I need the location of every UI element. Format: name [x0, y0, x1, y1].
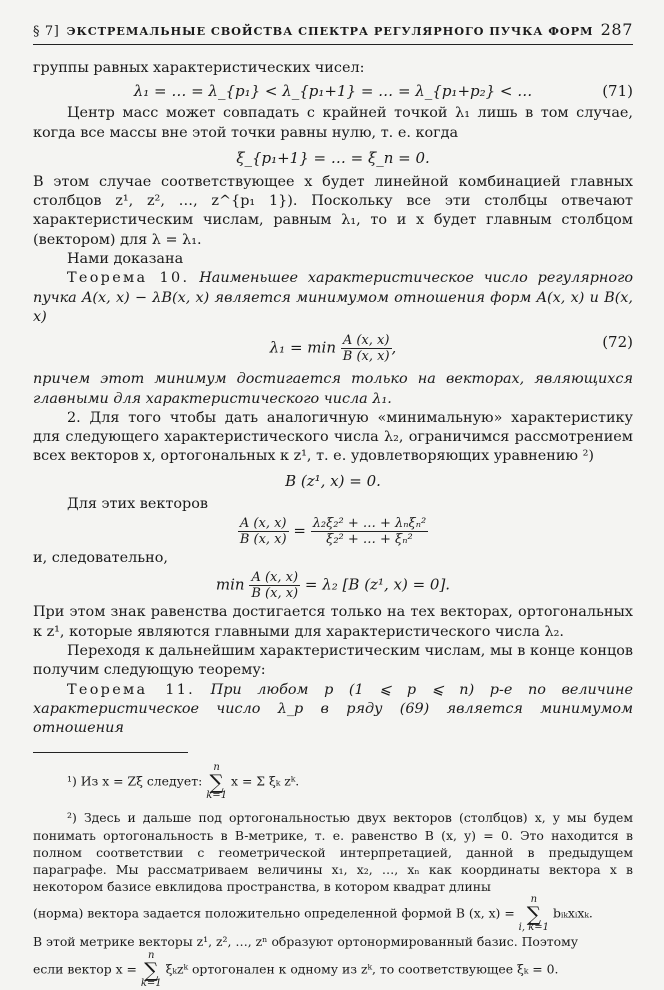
footnote-2-d-sum-bottom: k=1: [140, 977, 162, 989]
theorem-11: [33, 681, 633, 739]
equation-min-denominator: B (x, x): [251, 586, 299, 602]
equation-72-fraction: [341, 333, 392, 364]
footnote-1: [33, 763, 633, 801]
footnote-2-line-d: [33, 951, 633, 989]
equation-72: λ₁ = min $\frac{A (x, x)}{B (x, x)}$ , (72): [269, 333, 633, 365]
equation-min-numerator: A (x, x): [249, 570, 300, 586]
equation-xi: ξ_{p₁+1} = … = ξ_n = 0.: [236, 148, 430, 167]
footnote-2-b-sum-top: n: [530, 894, 538, 906]
paragraph-4: Нами доказана: [67, 251, 184, 268]
theorem-10: [33, 269, 633, 327]
ratio-lhs: [238, 516, 289, 547]
equation-72-denominator: B (x, x): [342, 349, 390, 365]
footnote-2-b-sum: n ∑ i, k=1: [518, 894, 550, 934]
paragraph-2: Центр масс может совпадать с крайней точкой λ₁ лишь в том случае, когда все массы вне этой точки равны нулю, т. е. когда: [33, 105, 633, 141]
footnote-2-b-sum-bottom: i, k=1: [518, 922, 550, 934]
paragraph-7: и, следовательно,: [33, 550, 168, 567]
ratio-rhs-denominator: ξ₂² + … + ξₙ²: [326, 532, 413, 548]
paragraph-1: группы равных характеристических чисел:: [33, 60, 365, 76]
ratio-lhs-numerator: A (x, x): [238, 516, 289, 532]
theorem-10-label: Теорема 10.: [67, 270, 190, 287]
theorem-10-text: Наименьшее характеристическое число регулярного пучка A(x, x) − λB(x, x) является минимумом отношения форм A(x, x) и B(x, x): [33, 270, 634, 325]
equation-72-left: λ₁ = min: [269, 338, 336, 357]
footnote-2-para-c: В этой метрике векторы z¹, z², …, zⁿ образуют ортонормированный базис. Поэтому: [33, 934, 579, 950]
footnote-1-text: ¹) Из x = Zξ следует:: [67, 773, 203, 789]
chapter-title: ЭКСТРЕМАЛЬНЫЕ СВОЙСТВА СПЕКТРА РЕГУЛЯРНОГО ПУЧКА ФОРМ: [66, 24, 594, 38]
footnote-2-d-sum-top: n: [148, 949, 155, 961]
theorem-11-label: Теорема 11.: [67, 681, 196, 698]
section-ref: § 7]: [33, 24, 60, 39]
footnote-2-d-post: ξₖzᵏ ортогонален к одному из zᵏ, то соответствующее ξₖ = 0.: [165, 961, 559, 977]
running-header: [33, 20, 633, 45]
book-page: [33, 20, 633, 989]
footnote-2-b-post: bᵢₖxᵢxₖ.: [552, 905, 593, 921]
footnote-1-formula: x = Σ ξₖ zᵏ.: [231, 773, 300, 789]
paragraph-3: В этом случае соответствующее x будет линейной комбинацией главных столбцов z¹, z², …, z^{p₁ 1}). Поскольку все эти столбцы отвечают характеристическим числам, равным λ₁, то и x будет главным столбцом (вектором) для λ = λ₁.: [33, 173, 633, 248]
equation-72-numerator: A (x, x): [341, 333, 392, 349]
equation-orthogonality: B (z¹, x) = 0.: [285, 471, 381, 490]
footnote-2-d-sum: n ∑ k=1: [140, 949, 162, 989]
footnote-2-d-pre: если вектор x =: [33, 961, 137, 977]
footnote-2-para-a: ²) Здесь и дальше под ортогональностью двух векторов (столбцов) x, y мы будем понимать ортогональность в B-метрике, т. е. равенство B (x, y) = 0. Это находится в полном соответствии с геометрической интерпретацией, данной в предыдущем параграфе. Мы рассматриваем величины x₁, x₂, …, xₙ как координаты вектора x в некотором базисе евклидова пространства, в котором квадрат длины: [33, 810, 633, 895]
theorem-11-text: При любом p (1 ⩽ p ⩽ n) p-е по величине характеристическое число λ_p в ряду (69) является минимумом отношения: [33, 681, 633, 737]
footnote-1-sum-top: n: [213, 762, 220, 774]
page-number: 287: [600, 20, 633, 39]
footnote-2: [33, 809, 633, 988]
footnote-rule: [33, 752, 188, 753]
equation-ratio: $\frac{A (x, x)}{B (x, x)}$ = $\frac{\text{λ₂ξ₂² + … + λₙξₙ²}}{\text{ξ₂² + … + ξₙ²}}$: [239, 516, 427, 548]
ratio-lhs-denominator: B (x, x): [239, 532, 287, 548]
equation-min-pre: min: [215, 575, 245, 594]
footnote-1-sum-bottom: k=1: [206, 790, 228, 802]
footnote-2-b-pre: (норма) вектора задается положительно определенной формой B (x, x) =: [33, 905, 515, 921]
paragraph-6: Для этих векторов: [67, 495, 209, 512]
equation-71: [33, 82, 633, 100]
ratio-rhs-numerator: λ₂ξ₂² + … + λₙξₙ²: [312, 516, 427, 532]
paragraph-9: Переходя к дальнейшим характеристическим числам, мы в конце концов получим следующую теорему:: [33, 642, 633, 679]
ratio-rhs: [311, 516, 429, 547]
equation-min-post: = λ₂ [B (z¹, x) = 0].: [304, 575, 451, 594]
footnote-1-sum: n ∑ k=1: [206, 762, 228, 802]
paragraph-8: При этом знак равенства достигается только на тех векторах, ортогональных к z¹, которые являются главными для характеристического числа λ₂.: [33, 604, 633, 640]
theorem-10-continuation: причем этот минимум достигается только на векторах, являющихся главными для характеристического числа λ₁.: [33, 371, 633, 407]
paragraph-5: 2. Для того чтобы дать аналогичную «минимальную» характеристику для следующего характеристического числа λ₂, ограничимся рассмотрением всех векторов x, ортогональных к z¹, т. е. удовлетворяющих уравнению ²): [33, 409, 633, 465]
equation-71-body: λ₁ = … = λ_{p₁} < λ_{p₁+1} = … = λ_{p₁+p₂} < …: [133, 82, 533, 101]
footnote-2-line-b: [33, 895, 633, 933]
equation-min-fraction: [249, 570, 300, 601]
equation-72-number: (72): [602, 333, 633, 352]
equation-71-number: (71): [602, 82, 633, 101]
equation-min: [33, 570, 633, 601]
